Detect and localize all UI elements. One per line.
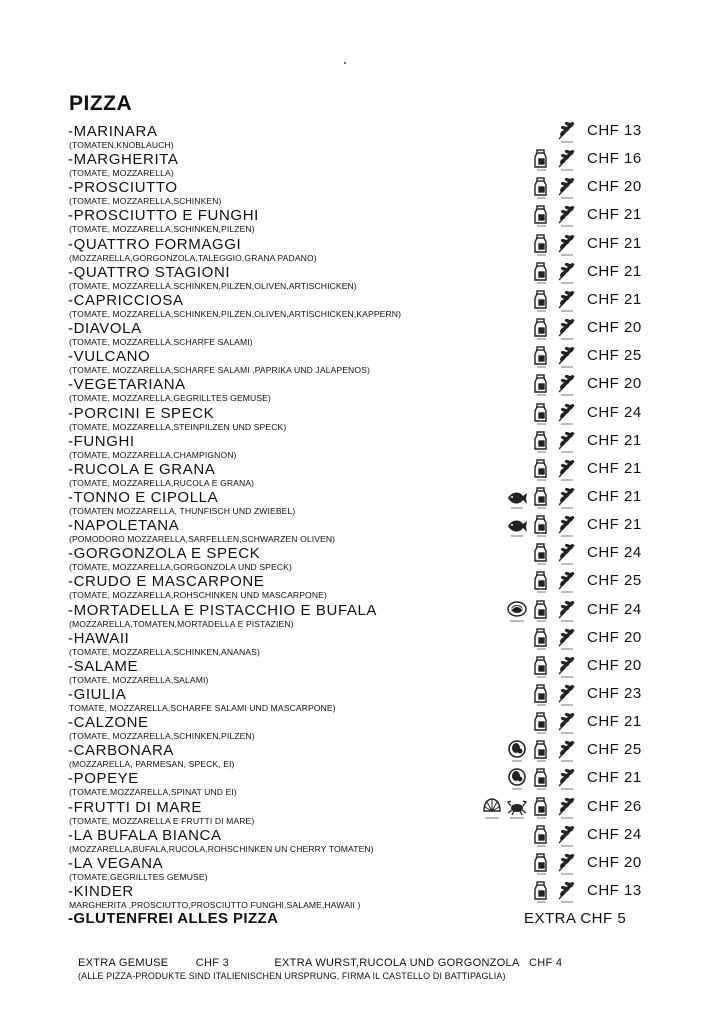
milk-icon <box>531 852 553 876</box>
gluten-icon <box>556 289 578 313</box>
allergen-icons <box>531 824 578 848</box>
item-price: CHF 21 <box>587 431 642 449</box>
gluten-icon <box>556 655 578 679</box>
item-description: (TOMATE, MOZZARELLA,GEGRILLTES GEMUSE) <box>69 393 271 404</box>
glutenfree-price: EXTRA CHF 5 <box>524 910 627 927</box>
allergen-icons <box>531 176 578 200</box>
allergen-icons <box>531 458 578 482</box>
gluten-icon <box>556 711 578 735</box>
nuts-icon <box>506 599 528 623</box>
milk-icon <box>531 880 553 904</box>
gluten-icon <box>556 880 578 904</box>
item-price: CHF 21 <box>587 459 642 477</box>
item-description: (TOMATE, MOZZARELLA,SCHARFE SALAMI) <box>69 337 253 347</box>
item-description: (TOMATE,GEGRILLTES GEMUSE) <box>69 871 208 882</box>
allergen-icons <box>531 430 578 454</box>
item-name: -FRUTTI DI MARE <box>68 798 202 816</box>
item-price: CHF 20 <box>587 178 642 196</box>
gluten-icon <box>556 767 578 791</box>
origin-note: (ALLE PIZZA-PRODUKTE SIND ITALIENISCHEN URSPRUNG, FIRMA IL CASTELLO DI BATTIPAGLIA) <box>78 971 506 981</box>
fish-icon <box>506 486 528 510</box>
milk-icon <box>531 204 553 228</box>
item-description: (TOMATE, MOZZARELLA,SALAMI) <box>69 674 209 685</box>
milk-icon <box>531 570 553 594</box>
item-price: CHF 24 <box>587 544 642 562</box>
milk-icon <box>531 373 553 397</box>
milk-icon <box>531 514 553 538</box>
gluten-icon <box>556 627 578 651</box>
gluten-icon <box>556 796 578 820</box>
allergen-icons <box>531 373 578 397</box>
item-description: (MOZZARELLA, PARMESAN, SPECK, EI) <box>69 759 235 770</box>
gluten-icon <box>556 261 578 285</box>
milk-icon <box>531 711 553 735</box>
allergen-icons <box>506 739 578 763</box>
item-name: -SALAME <box>68 657 139 675</box>
gluten-icon <box>556 402 578 426</box>
mollusc-icon <box>481 796 503 820</box>
item-name: -GORGONZOLA E SPECK <box>68 545 261 563</box>
item-name: -DIAVOLA <box>68 320 142 337</box>
gluten-icon <box>556 739 578 763</box>
milk-icon <box>531 824 553 848</box>
crustacean-icon <box>506 796 528 820</box>
item-price: CHF 26 <box>587 797 642 815</box>
item-price: CHF 21 <box>587 290 642 308</box>
item-price: CHF 20 <box>587 628 642 646</box>
item-name: -GIULIA <box>68 686 127 703</box>
gluten-icon <box>556 373 578 397</box>
extras-line <box>78 957 562 969</box>
item-name: -RUCOLA E GRANA <box>68 460 216 478</box>
allergen-icons <box>531 570 578 594</box>
milk-icon <box>531 796 553 820</box>
milk-icon <box>531 739 553 763</box>
item-name: -CRUDO E MASCARPONE <box>68 573 265 591</box>
item-description: (MOZZARELLA,TOMATEN,MORTADELLA E PISTAZIEN) <box>69 618 294 629</box>
item-description: (TOMATE, MOZZARELLA E FRUTTI DI MARE) <box>69 815 255 826</box>
item-price: CHF 21 <box>587 234 642 252</box>
item-price: CHF 20 <box>587 375 642 393</box>
item-price: CHF 21 <box>587 262 642 280</box>
item-price: CHF 21 <box>587 769 642 787</box>
item-price: CHF 20 <box>587 319 642 336</box>
allergen-icons <box>531 345 578 369</box>
allergen-icons <box>506 767 578 791</box>
gluten-icon <box>556 148 578 172</box>
item-description: (TOMATE, MOZZARELLA,SCHINKEN) <box>69 196 222 207</box>
egg-icon <box>506 767 528 791</box>
milk-icon <box>531 233 553 257</box>
egg-icon <box>506 739 528 763</box>
gluten-icon <box>556 852 578 876</box>
item-name: -QUATTRO FORMAGGI <box>68 235 242 253</box>
item-description: (TOMATE, MOZZARELLA,RUCOLA E GRANA) <box>69 477 255 488</box>
item-name: -NAPOLETANA <box>68 517 180 535</box>
allergen-icons <box>531 402 578 426</box>
item-description: (TOMATE, MOZZARELLA,SCHINKEN,PILZEN,OLIVEN,ARTISCHICKEN,KAPPERN) <box>69 308 402 319</box>
allergen-icons <box>531 711 578 735</box>
item-price: CHF 21 <box>587 516 642 534</box>
page-title: PIZZA <box>69 92 133 115</box>
item-description: (TOMATE, MOZZARELLA,CHAMPIGNON) <box>69 449 237 460</box>
milk-icon <box>531 345 553 369</box>
item-price: CHF 13 <box>587 882 642 899</box>
item-price: CHF 24 <box>587 825 642 843</box>
item-name: -FUNGHI <box>68 432 135 450</box>
item-description: (MOZZARELLA,GORGONZOLA,TALEGGIO,GRANA PADANO) <box>69 252 317 263</box>
allergen-icons <box>531 261 578 285</box>
item-name: -KINDER <box>68 883 134 900</box>
item-name: -PROSCIUTTO <box>68 179 178 197</box>
item-name: -CARBONARA <box>68 742 175 760</box>
item-description: (TOMATE, MOZZARELLA,SCHINKEN,PILZEN) <box>69 731 255 742</box>
allergen-icons <box>531 148 578 172</box>
milk-icon <box>531 599 553 623</box>
allergen-icons <box>556 120 578 144</box>
gluten-icon <box>556 233 578 257</box>
item-name: -HAWAII <box>68 629 130 647</box>
milk-icon <box>531 289 553 313</box>
menu-item <box>66 884 666 912</box>
allergen-icons <box>531 655 578 679</box>
item-name: -MORTADELLA E PISTACCHIO E BUFALA <box>68 601 378 619</box>
allergen-icons <box>531 852 578 876</box>
milk-icon <box>531 767 553 791</box>
item-description: (TOMATE, MOZZARELLA,SCHINKEN,PILZEN,OLIVEN,ARTISCHICKEN) <box>69 280 357 291</box>
item-description: (TOMATE, MOZZARELLA,SCHINKEN,PILZEN) <box>69 224 255 235</box>
gluten-icon <box>556 683 578 707</box>
item-name: -QUATTRO STAGIONI <box>68 263 231 281</box>
milk-icon <box>531 542 553 566</box>
extra-wurst-price: CHF 4 <box>528 957 563 969</box>
item-name: -CAPRICCIOSA <box>68 291 184 309</box>
milk-icon <box>531 430 553 454</box>
allergen-icons <box>531 317 578 341</box>
page-mark <box>344 62 346 64</box>
allergen-icons <box>531 289 578 313</box>
item-description: (TOMATE,MOZZARELLA,SPINAT UND EI) <box>69 787 237 798</box>
extra-gemuse-price: CHF 3 <box>195 957 230 969</box>
item-price: CHF 21 <box>587 206 642 224</box>
milk-icon <box>531 458 553 482</box>
item-name: -PORCINI E SPECK <box>68 404 215 422</box>
allergen-icons <box>531 880 578 904</box>
item-price: CHF 24 <box>587 600 642 618</box>
extra-gemuse-label: EXTRA GEMUSE <box>78 957 169 969</box>
milk-icon <box>531 655 553 679</box>
item-price: CHF 16 <box>587 150 642 168</box>
item-description: (TOMATE, MOZZARELLA,ROHSCHINKEN UND MASCARPONE) <box>69 590 327 601</box>
allergen-icons <box>531 204 578 228</box>
item-price: CHF 25 <box>587 347 642 365</box>
milk-icon <box>531 148 553 172</box>
allergen-icons <box>531 627 578 651</box>
item-price: CHF 21 <box>587 487 642 505</box>
gluten-icon <box>556 824 578 848</box>
gluten-icon <box>556 570 578 594</box>
item-name: -POPEYE <box>68 770 139 788</box>
item-price: CHF 20 <box>587 853 642 871</box>
gluten-icon <box>556 542 578 566</box>
gluten-icon <box>556 176 578 200</box>
milk-icon <box>531 261 553 285</box>
item-name: -PROSCIUTTO E FUNGHI <box>68 207 259 225</box>
item-price: CHF 24 <box>587 403 642 421</box>
item-name: -LA BUFALA BIANCA <box>68 826 222 844</box>
allergen-icons <box>531 542 578 566</box>
milk-icon <box>531 317 553 341</box>
item-name: -TONNO E CIPOLLA <box>68 488 219 506</box>
glutenfree-row <box>66 910 686 930</box>
fish-icon <box>506 514 528 538</box>
item-price: CHF 13 <box>587 122 642 139</box>
gluten-icon <box>556 345 578 369</box>
milk-icon <box>531 486 553 510</box>
item-description: (TOMATEN MOZZARELLA, THUNFISCH UND ZWIEBEL) <box>69 505 296 516</box>
gluten-icon <box>556 317 578 341</box>
item-price: CHF 21 <box>587 713 642 731</box>
item-name: -MARGHERITA <box>68 151 179 169</box>
gluten-icon <box>556 458 578 482</box>
gluten-icon <box>556 486 578 510</box>
gluten-icon <box>556 120 578 144</box>
item-name: -LA VEGANA <box>68 854 164 872</box>
item-description: (TOMATE, MOZZARELLA,SCHINKEN,ANANAS) <box>69 646 260 657</box>
gluten-icon <box>556 204 578 228</box>
allergen-icons <box>531 683 578 707</box>
item-price: CHF 25 <box>587 572 642 590</box>
item-description: (TOMATE, MOZZARELLA,GORGONZOLA UND SPECK) <box>69 562 292 573</box>
milk-icon <box>531 402 553 426</box>
allergen-icons <box>531 233 578 257</box>
item-price: CHF 20 <box>587 656 642 674</box>
item-description: (TOMATE, MOZZARELLA,SCHARFE SALAMI ,PAPRIKA UND JALAPENOS) <box>69 365 370 376</box>
item-description: TOMATE, MOZZARELLA,SCHARFE SALAMI UND MASCARPONE) <box>69 703 336 713</box>
item-description: (MOZZARELLA,BUFALA,RUCOLA,ROHSCHINKEN UN CHERRY TOMATEN) <box>69 843 374 854</box>
milk-icon <box>531 683 553 707</box>
allergen-icons <box>481 796 578 820</box>
item-description: (POMODORO MOZZARELLA,SARFELLEN,SCHWARZEN OLIVEN) <box>69 534 336 545</box>
allergen-icons <box>506 514 578 538</box>
item-description: (TOMATE, MOZZARELLA) <box>69 168 174 179</box>
item-name: -VULCANO <box>68 348 151 366</box>
extra-wurst-label: EXTRA WURST,RUCOLA UND GORGONZOLA <box>274 957 520 969</box>
item-price: CHF 23 <box>587 685 642 702</box>
item-price: CHF 25 <box>587 741 642 759</box>
gluten-icon <box>556 514 578 538</box>
item-description: (TOMATEN,KNOBLAUCH) <box>69 140 174 150</box>
item-name: -VEGETARIANA <box>68 376 186 394</box>
glutenfree-label: -GLUTENFREI ALLES PIZZA <box>68 910 279 927</box>
item-description: (TOMATE, MOZZARELLA,STEINPILZEN UND SPECK) <box>69 421 287 432</box>
item-name: -MARINARA <box>68 123 158 140</box>
gluten-icon <box>556 599 578 623</box>
allergen-icons <box>506 599 578 623</box>
gluten-icon <box>556 430 578 454</box>
milk-icon <box>531 627 553 651</box>
item-description: MARGHERITA ,PROSCIUTTO,PROSCIUTTO FUNGHI,SALAME,HAWAII ) <box>69 900 361 910</box>
allergen-icons <box>506 486 578 510</box>
item-name: -CALZONE <box>68 714 149 732</box>
milk-icon <box>531 176 553 200</box>
